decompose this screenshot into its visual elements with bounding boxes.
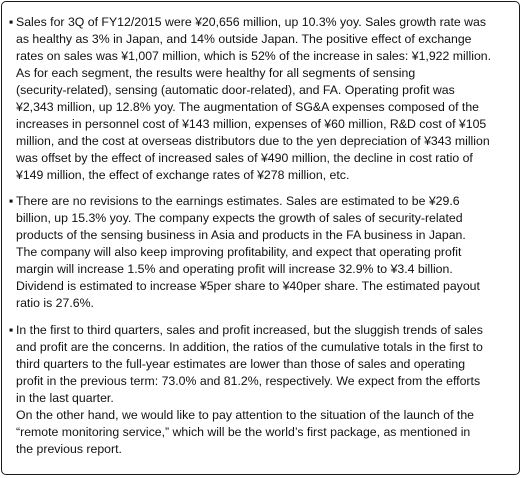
paragraph-outlook — [9, 322, 517, 458]
paragraph-earnings-estimates — [9, 193, 517, 312]
text-box — [1, 1, 520, 475]
paragraph-text: Sales for 3Q of FY12/2015 were ¥20,656 million, up 10.3% yoy. Sales growth rate was as healthy as 3% in Japan, and 14% outside Japan. The positive effect of exchange rates on sales was ¥1,007 million, which is 52% of the increase in sales: ¥1,922 million. As for each segment, the results were healthy for all segments of sensing (security-related), sensing (automatic door-related), and FA. Operating profit was ¥2,343 million, up 12.8% yoy. The augmentation of SG&A expenses composed of the increases in personnel cost of ¥143 million, expenses of ¥60 million, R&D cost of ¥105 million, and the cost at overseas distributors due to the yen depreciation of ¥343 million was offset by the effect of increased sales of ¥490 million, the decline in cost ratio of ¥149 million, the effect of exchange rates of ¥278 million, etc. — [16, 15, 492, 182]
bullet-icon: ▪ — [9, 323, 14, 337]
bullet-icon: ▪ — [9, 194, 14, 208]
paragraph-sales-3q — [9, 14, 517, 184]
paragraph-text: There are no revisions to the earnings estimates. Sales are estimated to be ¥29.6 billion, up 15.3% yoy. The company expects the growth of sales of security-related products of the sensing business in Asia and products in the FA business in Japan. The company will also keep improving profitability, and expect that operating profit margin will increase 1.5% and operating profit will increase 32.9% to ¥3.4 billion. Dividend is estimated to increase ¥5per share to ¥40per share. The estimated payout ratio is 27.6%. — [16, 194, 480, 310]
bullet-icon: ▪ — [9, 15, 14, 29]
paragraph-text: In the first to third quarters, sales and profit increased, but the sluggish trends of sales and profit are the concerns. In addition, the ratios of the cumulative totals in the first to third quarters to the full-year estimates are lower than those of sales and operating profit in the previous term: 73.0% and 81.2%, respectively. We expect from the efforts in the last quarter. On the other hand, we would like to pay attention to the situation of the launch of the “remote monitoring service,” which will be the world’s first package, as mentioned in the previous report. — [16, 323, 483, 456]
